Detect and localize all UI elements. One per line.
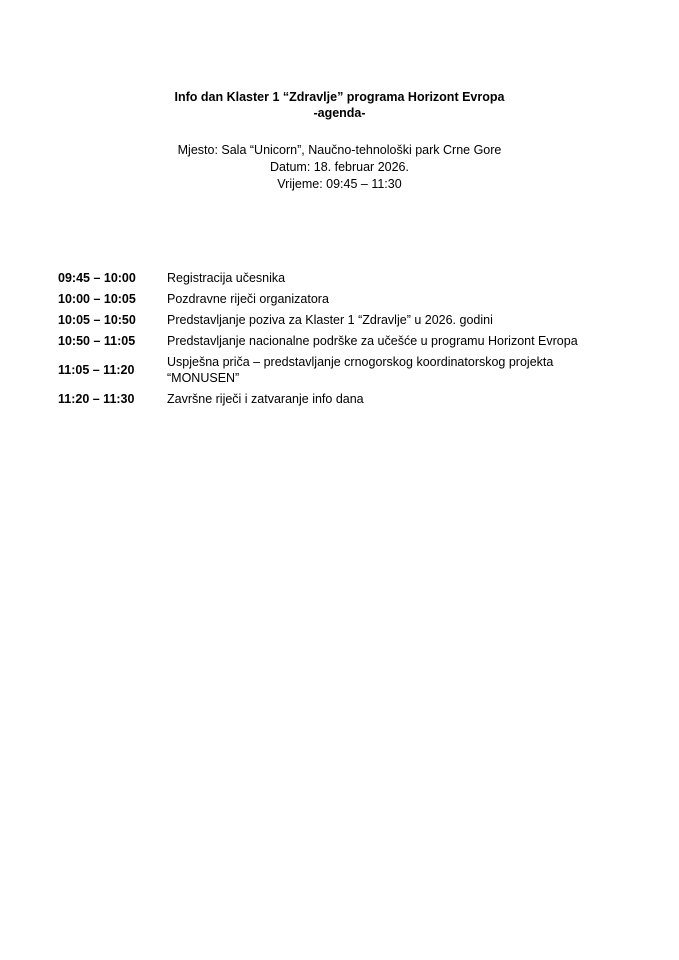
event-details	[0, 142, 679, 193]
event-location: Mjesto: Sala “Unicorn”, Naučno-tehnološki park Crne Gore	[177, 143, 502, 157]
agenda-table	[58, 268, 618, 410]
agenda-description: Završne riječi i zatvaranje info dana	[167, 392, 364, 406]
agenda-time: 10:00 – 10:05	[58, 292, 136, 306]
agenda-row	[58, 310, 618, 331]
event-time: Vrijeme: 09:45 – 11:30	[277, 177, 402, 191]
agenda-time: 11:20 – 11:30	[58, 392, 135, 406]
agenda-row	[58, 352, 618, 389]
document-header	[0, 89, 679, 121]
agenda-description: Pozdravne riječi organizatora	[167, 292, 329, 306]
agenda-row	[58, 268, 618, 289]
agenda-row	[58, 389, 618, 410]
agenda-description: Predstavljanje nacionalne podrške za učešće u programu Horizont Evropa	[167, 334, 578, 348]
agenda-description: Registracija učesnika	[167, 271, 286, 285]
agenda-description: Predstavljanje poziva za Klaster 1 “Zdravlje” u 2026. godini	[167, 313, 493, 327]
agenda-time: 09:45 – 10:00	[58, 271, 136, 285]
event-date: Datum: 18. februar 2026.	[270, 160, 409, 174]
agenda-time: 10:50 – 11:05	[58, 334, 136, 348]
agenda-description: Uspješna priča – predstavljanje crnogorskog koordinatorskog projekta “MONUSEN”	[167, 355, 554, 385]
document-title: Info dan Klaster 1 “Zdravlje” programa Horizont Evropa	[174, 90, 505, 104]
agenda-row	[58, 289, 618, 310]
document-subtitle: -agenda-	[313, 106, 366, 120]
agenda-time: 10:05 – 10:50	[58, 313, 136, 327]
agenda-row	[58, 331, 618, 352]
agenda-time: 11:05 – 11:20	[58, 363, 135, 377]
